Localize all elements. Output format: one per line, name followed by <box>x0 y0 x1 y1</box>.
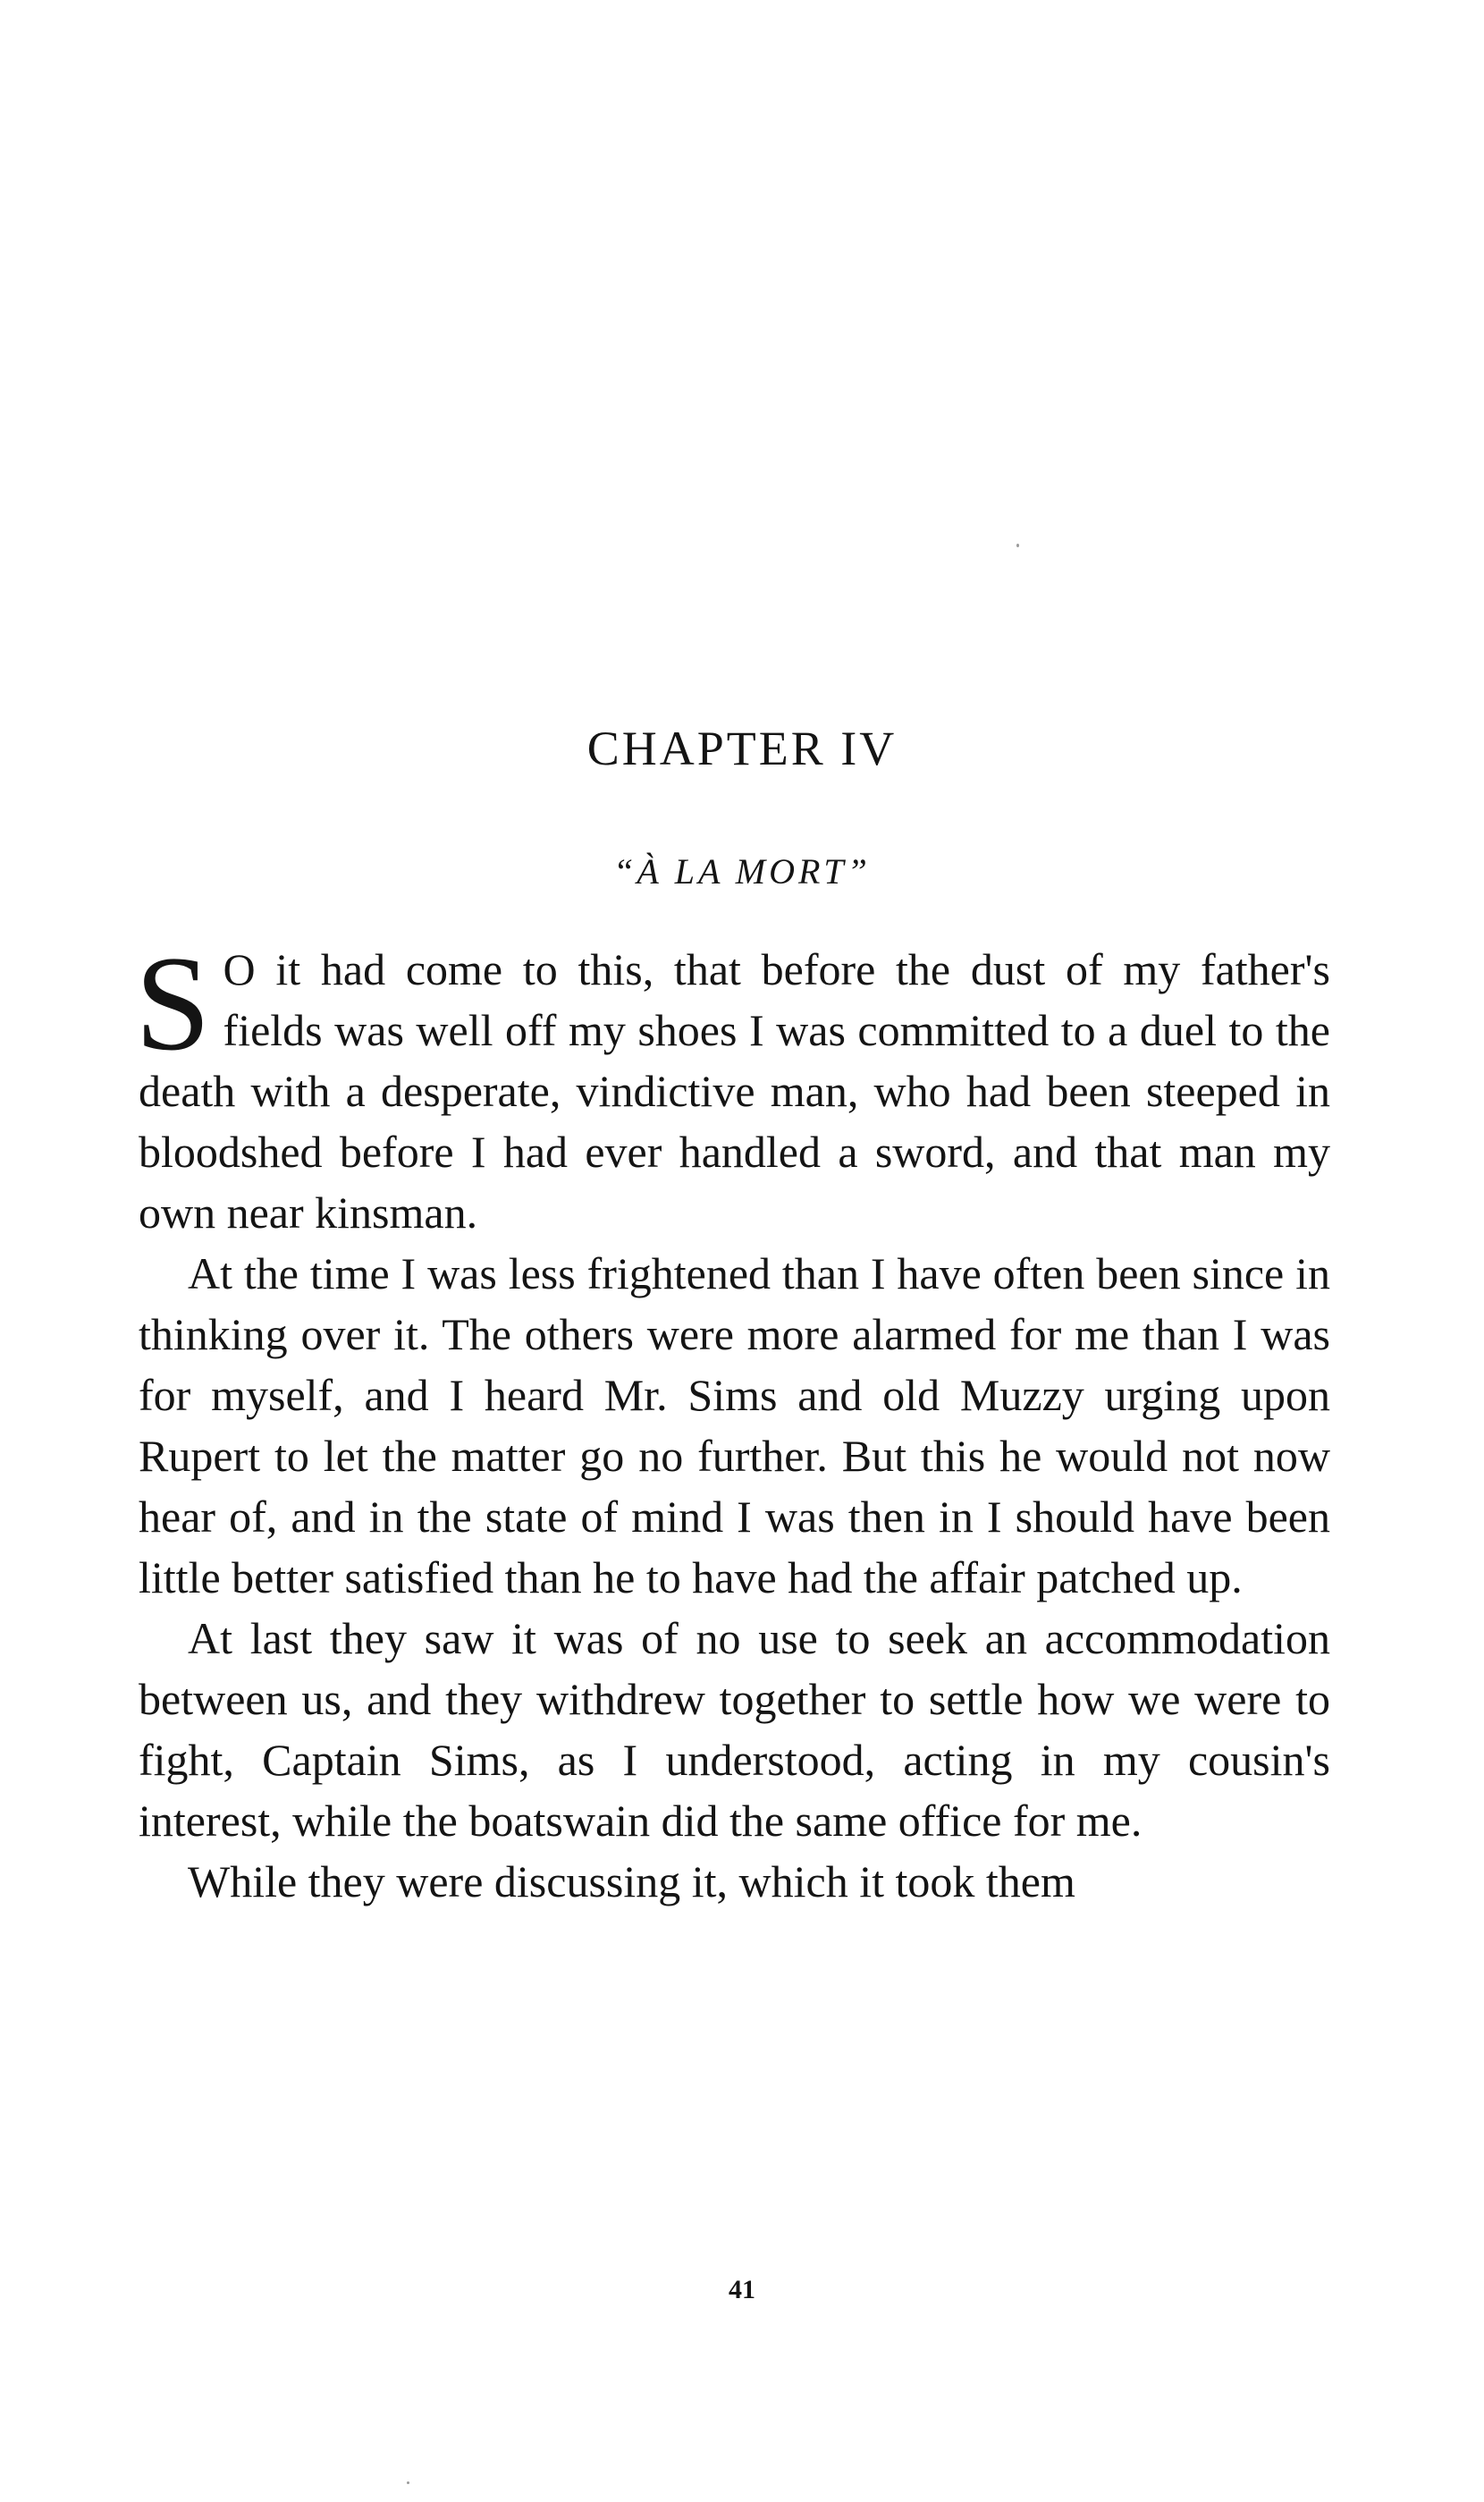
paragraph-3: At last they saw it was of no use to seek an accommodation between us, and they withdrew together to settle how we were to fight, Captain Sims, as I understood, acting in my cousin's interest, while the boatswain did the same office for me. <box>139 1613 1330 1846</box>
drop-cap: S <box>135 928 211 1078</box>
paper-speck <box>407 2481 409 2484</box>
paragraph-4: While they were discussing it, which it took them <box>188 1856 1075 1906</box>
body-text <box>135 928 1330 1912</box>
chapter-heading: CHAPTER IV <box>586 722 898 775</box>
paragraph-1 <box>135 928 1330 1243</box>
chapter-subtitle: “À LA MORT” <box>613 851 871 892</box>
paragraph-1-text: O it had come to this, that before the dust of my father's fields was well off my shoes I was committed to a duel to the death with a desperate, vindictive man, who had been steeped in bloodshed before I had ever handled a sword, and that man my own near kinsman. <box>139 944 1330 1238</box>
paragraph-2: At the time I was less frightened than I have often been since in thinking over it. The others were more alarmed for me than I was for myself, and I heard Mr. Sims and old Muzzy urging upon Rupert to let the matter go no further. But this he would not now hear of, and in the state of mind I was then in I should have been little better satisfied than he to have had the affair patched up. <box>139 1248 1330 1602</box>
paper-speck <box>1016 544 1019 547</box>
page-number: 41 <box>729 2275 755 2304</box>
